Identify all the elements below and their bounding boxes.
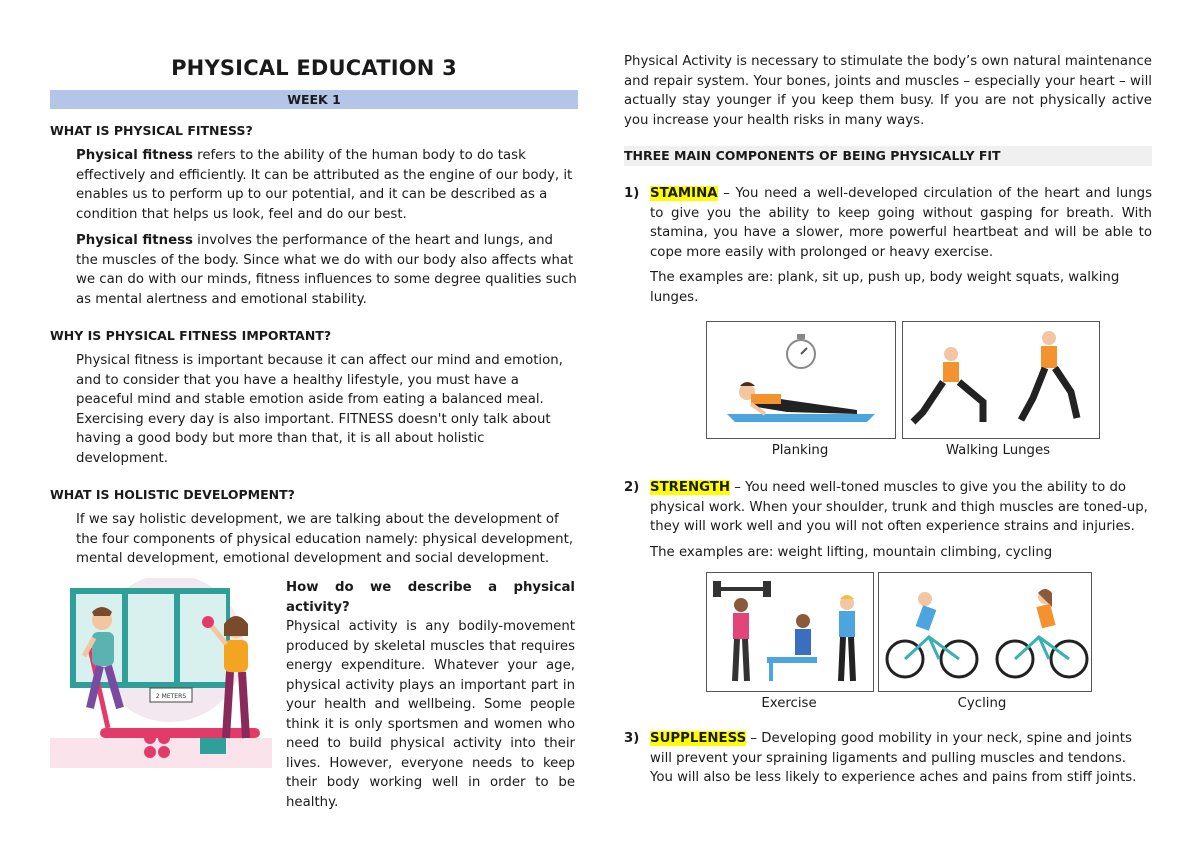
component-item-strength <box>624 478 1152 537</box>
walking-lunges-image <box>902 321 1100 439</box>
caption-cycling: Cycling <box>957 696 1007 711</box>
paragraph-fitness-definition <box>76 146 578 224</box>
term-stamina: STAMINA <box>650 186 718 201</box>
cycling-image <box>878 572 1092 692</box>
term-strength: STRENGTH <box>650 480 730 495</box>
examples-strength: The examples are: weight lifting, mountain climbing, cycling <box>650 544 1053 560</box>
heading-why-important: WHY IS PHYSICAL FITNESS IMPORTANT? <box>50 328 332 343</box>
paragraph-text: involves the performance of the heart and lungs, and the muscles of the body. Since what we do with our body also affects what we can do with our minds, fitness influences to some degree qualities such as mental alertness and emotional stability. <box>76 233 577 307</box>
item-number: 2) <box>624 480 640 495</box>
item-number: 1) <box>624 186 640 201</box>
paragraph-why-important: Physical fitness is important because it can affect our mind and emotion, and to consider that you have a healthy lifestyle, you must have a peaceful mind and stable emotion aside from eating a balanced meal. Exercising every day is also important. FITNESS doesn't only talk about having a good body but more than that, it is all about holistic development. <box>76 353 563 466</box>
caption-exercise: Exercise <box>761 696 817 711</box>
heading-describe-activity: How do we describe a physical activity? <box>286 580 575 615</box>
week-banner: WEEK 1 <box>50 90 578 109</box>
component-item-suppleness <box>624 729 1152 788</box>
physical-activity-box <box>286 578 575 812</box>
stamina-figures <box>706 321 1152 439</box>
caption-walking-lunges: Walking Lunges <box>945 443 1051 458</box>
exercise-image <box>706 572 874 692</box>
item-text: – You need a well-developed circulation of the heart and lungs to give you the ability to keep going without gasping for breath. With stamina, you have a slower, more powerful heartbeat and will be able to cope more easily with prolonged or heavy exercise. <box>650 186 1152 260</box>
paragraph-holistic: If we say holistic development, we are talking about the development of the four components of physical education namely: physical development, mental development, emotional development and social development. <box>76 512 574 566</box>
heading-holistic: WHAT IS HOLISTIC DEVELOPMENT? <box>50 487 295 502</box>
paragraph-physical-activity: Physical activity is any bodily-movement produced by skeletal muscles that requires energy expenditure. Whatever your age, physical activity plays an important part in your health and wellbeing. Some people think it is only sportsmen and women who need to build physical activity into their lives. However, everyone needs to keep their body working well in order to be healthy. <box>286 619 575 810</box>
strength-captions <box>706 696 1152 711</box>
paragraph-text: refers to the ability of the human body to do task effectively and efficiently. It can be attributed as the engine of our body, it enables us to perform up to our potential, and it can be described as a condition that helps us look, feel and do our best. <box>76 148 573 222</box>
page-title: PHYSICAL EDUCATION 3 <box>171 56 457 80</box>
item-body <box>650 478 1152 537</box>
item-text: – You need well-toned muscles to give you the ability to do physical work. When your shoulder, trunk and thigh muscles are toned-up, they will work well and you will not often experience strains and injuries. <box>650 480 1148 534</box>
paragraph-fitness-involves <box>76 231 578 309</box>
component-item-stamina <box>624 184 1152 262</box>
heading-what-is-fitness: WHAT IS PHYSICAL FITNESS? <box>50 123 253 138</box>
left-column <box>50 56 578 576</box>
term-suppleness: SUPPLENESS <box>650 731 747 746</box>
item-body <box>650 184 1152 262</box>
paragraph-activity-intro: Physical Activity is necessary to stimulate the body’s own natural maintenance and repair system. Your bones, joints and muscles – especially your heart – will actually stay younger if you keep them busy. If you are not physically active you increase your health risks in many ways. <box>624 54 1152 128</box>
caption-planking: Planking <box>771 443 829 458</box>
treadmill-sign: 2 METERS <box>155 693 187 700</box>
gym-illustration <box>50 578 272 768</box>
term-physical-fitness: Physical fitness <box>76 148 193 163</box>
examples-stamina: The examples are: plank, sit up, push up, body weight squats, walking lunges. <box>650 270 1120 305</box>
item-number: 3) <box>624 731 640 746</box>
strength-figures <box>706 572 1152 692</box>
planking-image <box>706 321 896 439</box>
term-physical-fitness: Physical fitness <box>76 233 193 248</box>
right-column <box>624 52 1152 794</box>
stamina-captions <box>706 443 1152 458</box>
item-text: – Developing good mobility in your neck, spine and joints will prevent your spraining ligaments and pulling muscles and tendons. You will also be less likely to experience aches and pains from stiff joints. <box>650 731 1137 785</box>
components-heading: THREE MAIN COMPONENTS OF BEING PHYSICALLY FIT <box>624 146 1152 166</box>
item-body <box>650 729 1152 788</box>
